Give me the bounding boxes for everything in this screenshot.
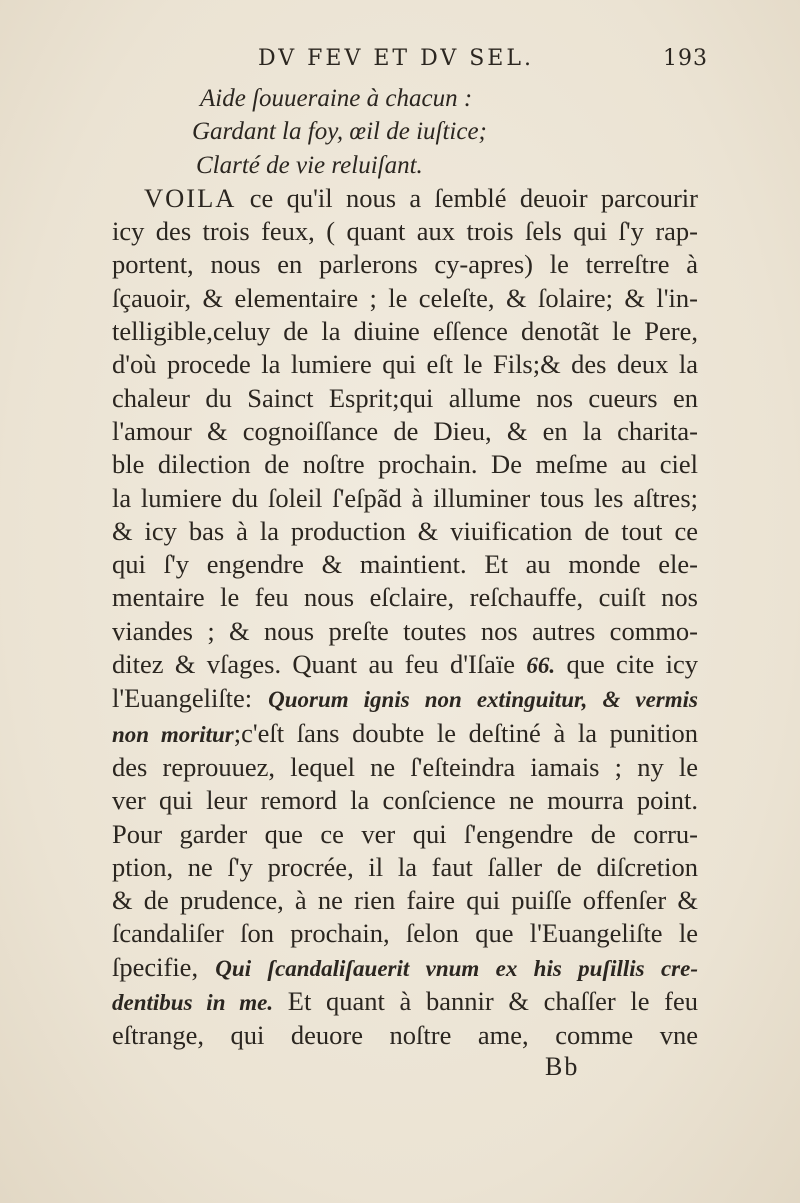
- paragraph-first-line: VOILA ce qu'il nous a ſemblé deuoir parcourir: [144, 182, 698, 213]
- text-line: des reprouuez, lequel ne ſ'eſteindra iamais ; ny le: [112, 751, 698, 782]
- text-line: non moritur;c'eſt ſans doubte le deſtiné à la punition: [112, 717, 698, 748]
- text-line: & de prudence, à ne rien faire qui puiſſe offenſer &: [112, 885, 698, 916]
- verse-line: Clarté de vie reluiſant.: [196, 151, 423, 179]
- text-line: eſtrange, qui deuore noſtre ame, comme vne: [112, 1020, 698, 1051]
- signature-mark: Bb: [545, 1052, 580, 1081]
- latin-quotation: Quorum ignis non extinguitur, & vermis: [268, 687, 698, 713]
- text-line: chaleur du Sainct Esprit;qui allume nos cueurs en: [112, 382, 698, 413]
- text-line: Pour garder que ce ver qui ſ'engendre de corru-: [112, 818, 698, 849]
- text-line: portent, nous en parlerons cy-apres) le terreſtre à: [112, 249, 698, 280]
- page-header: [258, 46, 708, 80]
- page-number: 193: [663, 46, 708, 71]
- chapter-reference: 66.: [526, 653, 556, 679]
- latin-quotation: dentibus in me.: [112, 990, 274, 1016]
- text-line: la lumiere du ſoleil ſ'eſpãd à illuminer tous les aſtres;: [112, 482, 698, 513]
- text-line: mentaire le feu nous eſclaire, reſchauffe, cuiſt nos: [112, 582, 698, 613]
- text-line: ption, ne ſ'y procrée, il la faut ſaller de diſcretion: [112, 851, 698, 882]
- text-line: qui ſ'y engendre & maintient. Et au monde ele-: [112, 549, 698, 580]
- text-line: l'amour & cognoiſſance de Dieu, & en la charita-: [112, 415, 698, 446]
- body-text: [112, 82, 698, 1053]
- text-line: viandes ; & nous preſte toutes nos autres commo-: [112, 615, 698, 646]
- running-head: DV FEV ET DV SEL.: [258, 46, 534, 71]
- text-line: ditez & vſages. Quant au feu d'Iſaïe 66. que cite icy: [112, 649, 698, 680]
- text-line: ſçauoir, & elementaire ; le celeſte, & ſolaire; & l'in-: [112, 282, 698, 313]
- text-line: ble dilection de noſtre prochain. De meſme au ciel: [112, 449, 698, 480]
- text-line: l'Euangeliſte: Quorum ignis non extinguitur, & vermis: [112, 683, 698, 714]
- text-line: d'où procede la lumiere qui eſt le Fils;& des deux la: [112, 349, 698, 380]
- text-line: ſpecifie, Qui ſcandaliſauerit vnum ex his puſillis cre-: [112, 951, 698, 982]
- latin-quotation: non moritur: [112, 721, 234, 747]
- verse-line: Gardant la foy, œil de iuſtice;: [192, 118, 487, 146]
- text-line: dentibus in me. Et quant à bannir & chaſſer le feu: [112, 986, 698, 1017]
- opening-word: VOILA: [144, 182, 237, 213]
- text-line: telligible,celuy de la diuine eſſence denotãt le Pere,: [112, 316, 698, 347]
- latin-quotation: Qui ſcandaliſauerit vnum ex his puſillis cre-: [215, 955, 698, 981]
- text-line: ver qui leur remord la conſcience ne mourra point.: [112, 785, 698, 816]
- text-line: & icy bas à la production & viuification de tout ce: [112, 515, 698, 546]
- verse-line: Aide ſouueraine à chacun :: [200, 85, 473, 112]
- text-line: ſcandaliſer ſon prochain, ſelon que l'Euangeliſte le: [112, 918, 698, 949]
- text-line: icy des trois feux, ( quant aux trois ſels qui ſ'y rap-: [112, 216, 698, 247]
